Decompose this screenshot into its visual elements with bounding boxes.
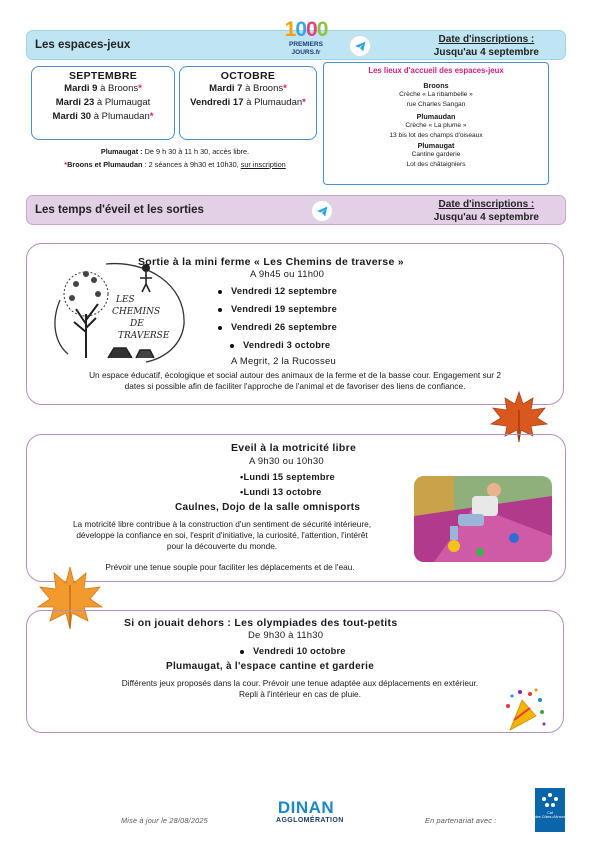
1000-premiers-jours-logo xyxy=(281,19,331,67)
octobre-box xyxy=(179,66,317,140)
eveil-inscriptions xyxy=(434,198,539,224)
partner-label: En partenariat avec : xyxy=(425,816,497,825)
caf-region: des Côtes-d'Armor xyxy=(535,815,565,819)
ferme-logo-line2: CHEMINS xyxy=(112,307,161,317)
lieu-address: Crèche « La plume » xyxy=(405,122,467,129)
espaces-jeux-title: Les espaces-jeux xyxy=(35,39,131,51)
inscriptions-label: Date d'inscriptions : xyxy=(438,34,535,45)
lieu-address: rue Charles Sangan xyxy=(406,101,466,108)
dehors-description: Différents jeux proposés dans la cour. Prévoir une tenue adaptée aux déplacements en extérieur. Repli à l'intérieur en cas de pluie. xyxy=(121,678,479,699)
telegram-icon[interactable] xyxy=(311,200,333,222)
lieu-address: 13 bis lot des champs d'oiseaux xyxy=(389,132,483,139)
inscription-link[interactable]: sur inscription xyxy=(240,160,286,169)
motricite-title: Eveil à la motricité libre xyxy=(231,442,357,454)
sortie-date: Vendredi 12 septembre xyxy=(218,286,337,296)
sortie-time: A 9h45 ou 11h00 xyxy=(250,269,325,280)
motricite-place: Caulnes, Dojo de la salle omnisports xyxy=(175,502,361,513)
ferme-logo-line3: DE xyxy=(130,319,144,329)
sortie-place: A Megrit, 2 la Rucosseu xyxy=(231,356,336,367)
octobre-item: Mardi 7 à Broons* xyxy=(209,83,287,94)
sortie-title: Sortie à la mini ferme « Les Chemins de traverse » xyxy=(138,256,404,268)
agglomeration-wordmark: AGGLOMÉRATION xyxy=(276,817,344,824)
broons-note: *Broons et Plumaudan : 2 séances à 9h30 et 10h30, sur inscription xyxy=(64,160,286,169)
lieu-name: Plumaudan xyxy=(416,112,456,121)
dehors-title: Si on jouait dehors : Les olympiades des tout-petits xyxy=(124,617,398,629)
lieu-address: Lot des châtaigniers xyxy=(406,161,466,168)
logo-line2: JOURS.fr xyxy=(291,48,321,56)
lieux-accueil-box xyxy=(323,62,549,185)
caf-logo xyxy=(535,788,565,832)
lieu-name: Plumaugat xyxy=(417,141,455,150)
chemins-de-traverse-logo xyxy=(46,254,196,366)
lieu-address: Crèche « La ribambelle » xyxy=(399,91,473,98)
dehors-date: Vendredi 10 octobre xyxy=(240,646,346,656)
septembre-item: Mardi 23 à Plumaugat xyxy=(55,97,151,108)
caf-name: Caf xyxy=(547,811,553,815)
dinan-wordmark: DINAN xyxy=(277,798,335,817)
party-popper-icon xyxy=(500,686,548,737)
lieu-address: Cantine garderie xyxy=(411,151,461,158)
lieux-title: Les lieux d'accueil des espaces-jeux xyxy=(368,66,504,75)
motricite-time: A 9h30 ou 10h30 xyxy=(249,456,324,467)
telegram-icon[interactable] xyxy=(349,35,371,57)
sortie-date: Vendredi 26 septembre xyxy=(218,322,337,332)
septembre-item: Mardi 30 à Plumaudan* xyxy=(52,111,154,122)
dinan-agglomeration-logo xyxy=(276,798,344,825)
sortie-date: Vendredi 3 octobre xyxy=(230,340,330,350)
eveil-banner xyxy=(26,195,566,225)
octobre-item: Vendredi 17 à Plumaudan* xyxy=(190,97,306,108)
child-climbing-photo xyxy=(414,476,552,562)
dehors-place: Plumaugat, à l'espace cantine et garderie xyxy=(166,661,375,672)
septembre-box xyxy=(31,66,175,140)
motricite-date: •Lundi 13 octobre xyxy=(240,487,322,497)
dehors-time: De 9h30 à 11h30 xyxy=(248,630,324,641)
octobre-title: OCTOBRE xyxy=(220,70,276,82)
motricite-note: Prévoir une tenue souple pour faciliter les déplacements et de l'eau. xyxy=(105,562,355,572)
sortie-description: Un espace éducatif, écologique et social autour des animaux de la ferme et de la basse cour. Engagement sur 2 dates si possible afin de faciliter l'approche de l'animal et de favoriser des liens de confiance. xyxy=(89,370,501,391)
plumaugat-note: Plumaugat : De 9 h 30 à 11 h 30, accès libre. xyxy=(100,147,250,156)
inscriptions-label: Date d'inscriptions : xyxy=(438,199,535,210)
ferme-logo-line4: TRAVERSE xyxy=(118,331,170,341)
logo-number: 1000 xyxy=(284,18,328,41)
septembre-title: SEPTEMBRE xyxy=(68,70,138,82)
inscriptions-date: Jusqu'au 4 septembre xyxy=(433,47,539,58)
lieu-name: Broons xyxy=(423,81,449,90)
update-date: Mise à jour le 28/08/2025 xyxy=(121,816,208,825)
logo-line1: PREMIERS xyxy=(289,41,323,48)
espaces-jeux-inscriptions xyxy=(434,33,539,59)
septembre-item: Mardi 9 à Broons* xyxy=(64,83,142,94)
eveil-title: Les temps d'éveil et les sorties xyxy=(35,204,204,216)
sortie-date: Vendredi 19 septembre xyxy=(218,304,337,314)
ferme-logo-line1: LES xyxy=(116,295,135,305)
motricite-date: •Lundi 15 septembre xyxy=(240,472,335,482)
inscriptions-date: Jusqu'au 4 septembre xyxy=(433,212,539,223)
motricite-description: La motricité libre contribue à la construction d'un sentiment de sécurité intérieure, développe la confiance en soi, l'esprit d'initiative, la curiosité, l'attention, l'intérêt pour la découverte du monde. xyxy=(72,519,372,551)
